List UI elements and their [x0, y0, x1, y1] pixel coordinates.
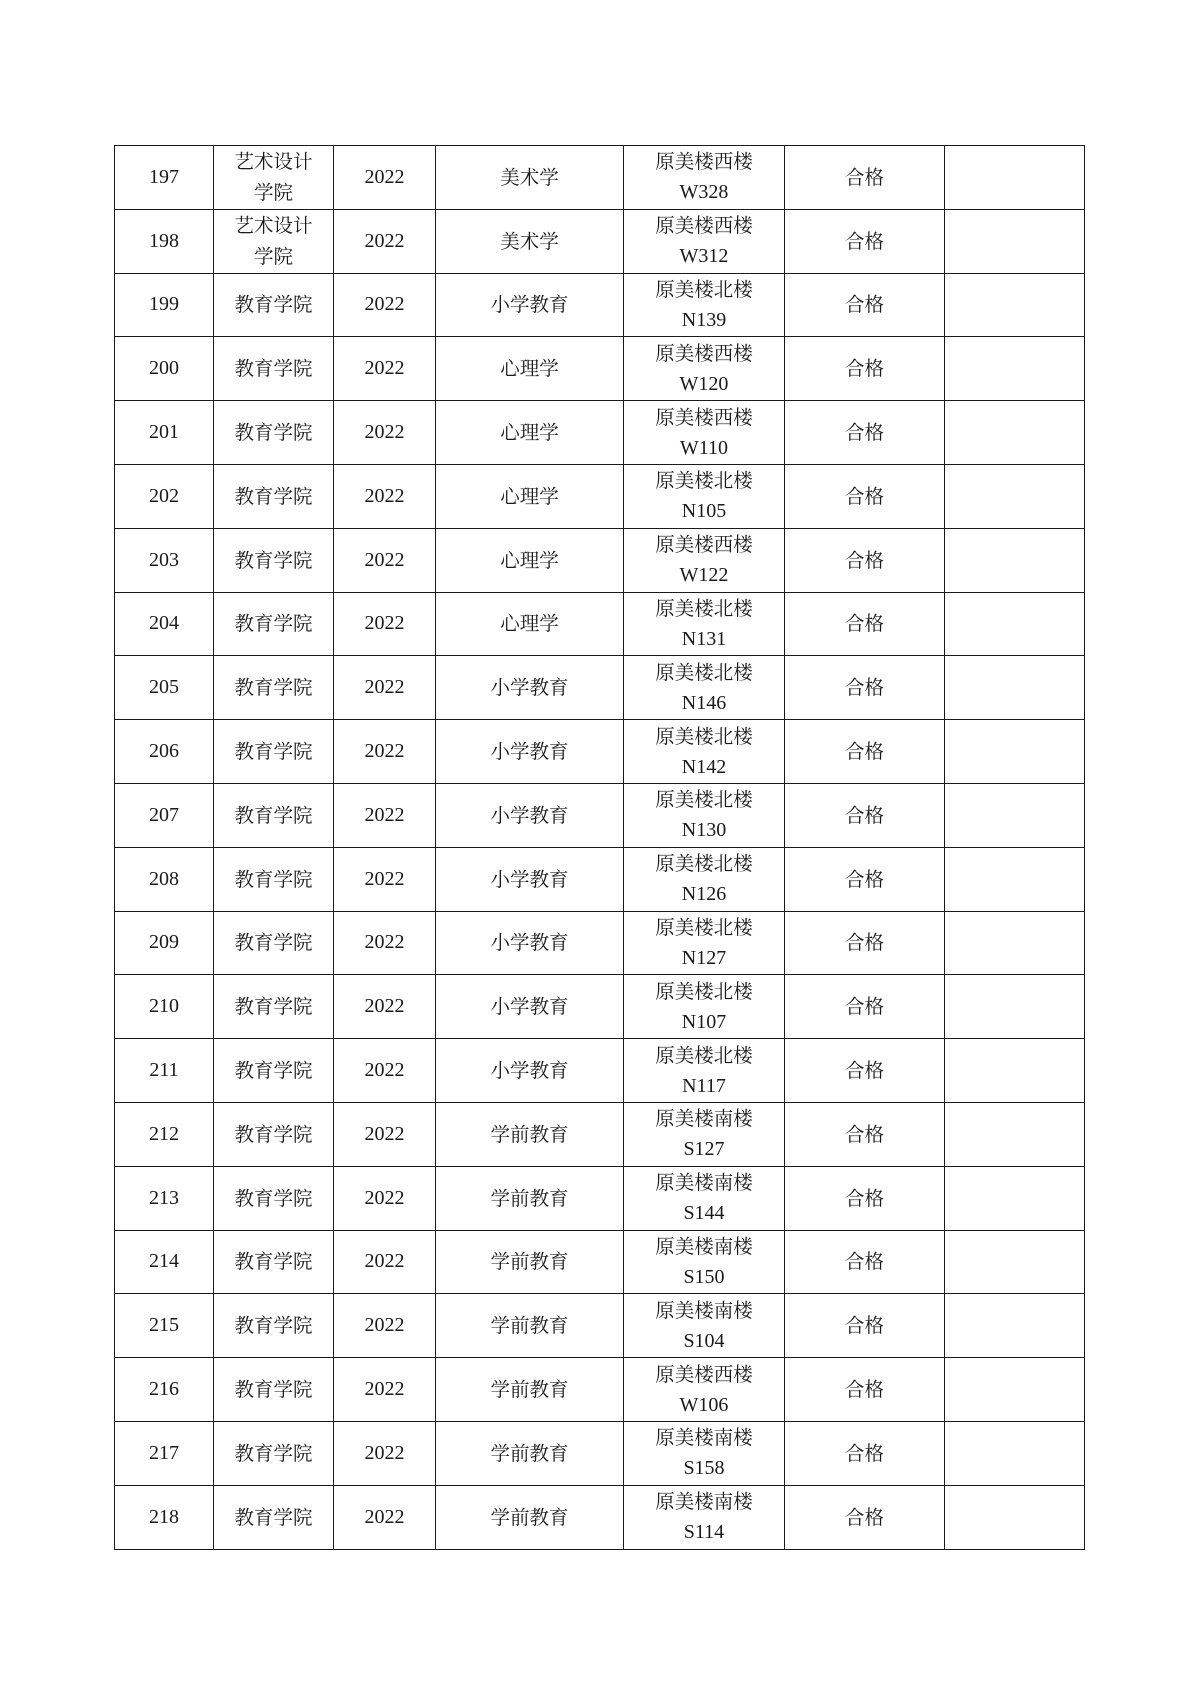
college-cell: [214, 1102, 334, 1166]
row-number-cell: 197: [115, 146, 214, 210]
table-row: [115, 783, 1085, 847]
college-cell: [214, 464, 334, 528]
table-row: [115, 847, 1085, 911]
year-cell: 2022: [334, 464, 436, 528]
note-cell: [945, 720, 1085, 784]
table-row: [115, 464, 1085, 528]
note-cell: [945, 783, 1085, 847]
college-name-line: 教育学院: [234, 995, 313, 1019]
room-cell: [624, 720, 785, 784]
result-cell: 合格: [785, 1230, 945, 1294]
building-name-line: 原美楼北楼: [655, 915, 753, 939]
result-cell: 合格: [785, 401, 945, 465]
major-cell: 心理学: [436, 401, 624, 465]
table-body: [115, 146, 1085, 1550]
note-cell: [945, 337, 1085, 401]
college-name-line: 教育学院: [234, 1186, 313, 1210]
room-cell: [624, 783, 785, 847]
major-cell: 心理学: [436, 337, 624, 401]
college-cell: [214, 1421, 334, 1485]
result-cell: 合格: [785, 720, 945, 784]
room-code-line: S104: [683, 1329, 725, 1352]
major-cell: 小学教育: [436, 720, 624, 784]
building-name-line: 原美楼西楼: [655, 1362, 753, 1386]
room-cell: [624, 464, 785, 528]
major-cell: 小学教育: [436, 273, 624, 337]
table-row: [115, 1358, 1085, 1422]
college-name-line: 教育学院: [234, 293, 313, 317]
result-cell: 合格: [785, 1485, 945, 1549]
note-cell: [945, 1166, 1085, 1230]
college-cell: [214, 975, 334, 1039]
room-cell: [624, 592, 785, 656]
college-name-line: 艺术设计: [234, 150, 313, 174]
table-row: [115, 1166, 1085, 1230]
major-cell: 小学教育: [436, 911, 624, 975]
row-number-cell: 217: [115, 1421, 214, 1485]
room-code-line: N131: [681, 627, 727, 650]
building-name-line: 原美楼北楼: [655, 1043, 753, 1067]
room-code-line: W110: [679, 436, 729, 459]
note-cell: [945, 975, 1085, 1039]
result-cell: 合格: [785, 146, 945, 210]
college-cell: [214, 656, 334, 720]
row-number-cell: 199: [115, 273, 214, 337]
room-code-line: N117: [682, 1074, 726, 1097]
table-row: [115, 911, 1085, 975]
major-cell: 学前教育: [436, 1230, 624, 1294]
college-name-line: 艺术设计: [234, 214, 313, 238]
college-name-line: 教育学院: [234, 421, 313, 445]
college-cell: [214, 528, 334, 592]
room-cell: [624, 273, 785, 337]
major-cell: 学前教育: [436, 1421, 624, 1485]
row-number-cell: 205: [115, 656, 214, 720]
college-name-line: 学院: [253, 181, 293, 205]
note-cell: [945, 1102, 1085, 1166]
row-number-cell: 214: [115, 1230, 214, 1294]
year-cell: 2022: [334, 273, 436, 337]
table-row: [115, 592, 1085, 656]
year-cell: 2022: [334, 656, 436, 720]
room-cell: [624, 975, 785, 1039]
building-name-line: 原美楼西楼: [655, 214, 753, 238]
room-cell: [624, 1358, 785, 1422]
room-code-line: W122: [679, 564, 729, 587]
result-cell: 合格: [785, 1102, 945, 1166]
college-name-line: 教育学院: [234, 548, 313, 572]
year-cell: 2022: [334, 528, 436, 592]
room-cell: [624, 146, 785, 210]
table-row: [115, 337, 1085, 401]
inspection-result-table: [114, 145, 1085, 1550]
result-cell: 合格: [785, 656, 945, 720]
note-cell: [945, 911, 1085, 975]
table-row: [115, 656, 1085, 720]
room-cell: [624, 401, 785, 465]
room-cell: [624, 1039, 785, 1103]
college-name-line: 教育学院: [234, 1059, 313, 1083]
building-name-line: 原美楼南楼: [655, 1107, 753, 1131]
major-cell: 学前教育: [436, 1294, 624, 1358]
note-cell: [945, 146, 1085, 210]
result-cell: 合格: [785, 1421, 945, 1485]
table-row: [115, 401, 1085, 465]
major-cell: 心理学: [436, 464, 624, 528]
college-name-line: 学院: [253, 245, 293, 269]
result-cell: 合格: [785, 209, 945, 273]
college-cell: [214, 1358, 334, 1422]
building-name-line: 原美楼北楼: [655, 788, 753, 812]
year-cell: 2022: [334, 592, 436, 656]
college-name-line: 教育学院: [234, 1122, 313, 1146]
room-code-line: N130: [681, 819, 727, 842]
year-cell: 2022: [334, 847, 436, 911]
year-cell: 2022: [334, 209, 436, 273]
major-cell: 小学教育: [436, 1039, 624, 1103]
row-number-cell: 206: [115, 720, 214, 784]
building-name-line: 原美楼北楼: [655, 596, 753, 620]
major-cell: 小学教育: [436, 656, 624, 720]
table-row: [115, 209, 1085, 273]
building-name-line: 原美楼北楼: [655, 277, 753, 301]
table-row: [115, 1102, 1085, 1166]
row-number-cell: 203: [115, 528, 214, 592]
result-cell: 合格: [785, 847, 945, 911]
note-cell: [945, 273, 1085, 337]
note-cell: [945, 1421, 1085, 1485]
college-cell: [214, 146, 334, 210]
year-cell: 2022: [334, 1421, 436, 1485]
room-code-line: S158: [683, 1457, 725, 1480]
college-cell: [214, 337, 334, 401]
row-number-cell: 202: [115, 464, 214, 528]
major-cell: 学前教育: [436, 1485, 624, 1549]
college-cell: [214, 273, 334, 337]
room-code-line: N107: [681, 1010, 727, 1033]
table-row: [115, 146, 1085, 210]
college-cell: [214, 1039, 334, 1103]
note-cell: [945, 1358, 1085, 1422]
building-name-line: 原美楼西楼: [655, 341, 753, 365]
row-number-cell: 200: [115, 337, 214, 401]
year-cell: 2022: [334, 401, 436, 465]
major-cell: 学前教育: [436, 1102, 624, 1166]
major-cell: 心理学: [436, 592, 624, 656]
building-name-line: 原美楼北楼: [655, 469, 753, 493]
room-code-line: N142: [681, 755, 727, 778]
row-number-cell: 198: [115, 209, 214, 273]
note-cell: [945, 464, 1085, 528]
college-name-line: 教育学院: [234, 612, 313, 636]
table-row: [115, 720, 1085, 784]
row-number-cell: 207: [115, 783, 214, 847]
major-cell: 小学教育: [436, 847, 624, 911]
major-cell: 美术学: [436, 209, 624, 273]
room-code-line: W312: [679, 245, 729, 268]
building-name-line: 原美楼北楼: [655, 660, 753, 684]
major-cell: 小学教育: [436, 783, 624, 847]
college-name-line: 教育学院: [234, 1441, 313, 1465]
room-cell: [624, 656, 785, 720]
college-cell: [214, 592, 334, 656]
building-name-line: 原美楼南楼: [655, 1234, 753, 1258]
result-cell: 合格: [785, 1294, 945, 1358]
room-cell: [624, 1166, 785, 1230]
room-code-line: W328: [679, 181, 729, 204]
table-row: [115, 273, 1085, 337]
room-cell: [624, 1102, 785, 1166]
year-cell: 2022: [334, 1102, 436, 1166]
row-number-cell: 201: [115, 401, 214, 465]
college-name-line: 教育学院: [234, 867, 313, 891]
note-cell: [945, 1039, 1085, 1103]
college-name-line: 教育学院: [234, 1250, 313, 1274]
note-cell: [945, 847, 1085, 911]
year-cell: 2022: [334, 146, 436, 210]
result-cell: 合格: [785, 273, 945, 337]
result-cell: 合格: [785, 1039, 945, 1103]
note-cell: [945, 209, 1085, 273]
table-row: [115, 1230, 1085, 1294]
row-number-cell: 204: [115, 592, 214, 656]
college-name-line: 教育学院: [234, 740, 313, 764]
year-cell: 2022: [334, 1230, 436, 1294]
result-cell: 合格: [785, 592, 945, 656]
college-cell: [214, 847, 334, 911]
row-number-cell: 218: [115, 1485, 214, 1549]
result-cell: 合格: [785, 1358, 945, 1422]
room-cell: [624, 911, 785, 975]
note-cell: [945, 656, 1085, 720]
building-name-line: 原美楼西楼: [655, 533, 753, 557]
building-name-line: 原美楼西楼: [655, 150, 753, 174]
college-name-line: 教育学院: [234, 1505, 313, 1529]
room-code-line: W120: [679, 372, 729, 395]
college-name-line: 教育学院: [234, 931, 313, 955]
building-name-line: 原美楼北楼: [655, 852, 753, 876]
room-cell: [624, 1230, 785, 1294]
college-cell: [214, 783, 334, 847]
room-code-line: S150: [683, 1265, 725, 1288]
result-cell: 合格: [785, 464, 945, 528]
room-code-line: S127: [683, 1138, 725, 1161]
room-code-line: S114: [683, 1521, 725, 1544]
result-cell: 合格: [785, 911, 945, 975]
result-cell: 合格: [785, 337, 945, 401]
table-row: [115, 1485, 1085, 1549]
row-number-cell: 213: [115, 1166, 214, 1230]
room-code-line: N105: [681, 500, 727, 523]
college-cell: [214, 720, 334, 784]
year-cell: 2022: [334, 911, 436, 975]
room-code-line: N127: [681, 946, 727, 969]
year-cell: 2022: [334, 337, 436, 401]
table-row: [115, 528, 1085, 592]
college-name-line: 教育学院: [234, 357, 313, 381]
row-number-cell: 208: [115, 847, 214, 911]
building-name-line: 原美楼南楼: [655, 1426, 753, 1450]
room-code-line: N126: [681, 883, 727, 906]
row-number-cell: 215: [115, 1294, 214, 1358]
year-cell: 2022: [334, 1358, 436, 1422]
room-code-line: N146: [681, 691, 727, 714]
result-cell: 合格: [785, 975, 945, 1039]
room-code-line: N139: [681, 308, 727, 331]
building-name-line: 原美楼南楼: [655, 1171, 753, 1195]
row-number-cell: 209: [115, 911, 214, 975]
room-cell: [624, 528, 785, 592]
college-cell: [214, 1166, 334, 1230]
note-cell: [945, 1294, 1085, 1358]
result-cell: 合格: [785, 1166, 945, 1230]
building-name-line: 原美楼西楼: [655, 405, 753, 429]
college-cell: [214, 209, 334, 273]
year-cell: 2022: [334, 1294, 436, 1358]
table-row: [115, 975, 1085, 1039]
row-number-cell: 216: [115, 1358, 214, 1422]
college-name-line: 教育学院: [234, 676, 313, 700]
college-cell: [214, 1485, 334, 1549]
note-cell: [945, 1485, 1085, 1549]
major-cell: 心理学: [436, 528, 624, 592]
college-name-line: 教育学院: [234, 1378, 313, 1402]
table-row: [115, 1421, 1085, 1485]
building-name-line: 原美楼北楼: [655, 979, 753, 1003]
room-code-line: W106: [679, 1393, 729, 1416]
result-cell: 合格: [785, 528, 945, 592]
building-name-line: 原美楼南楼: [655, 1298, 753, 1322]
college-cell: [214, 1294, 334, 1358]
year-cell: 2022: [334, 783, 436, 847]
year-cell: 2022: [334, 1166, 436, 1230]
table-row: [115, 1294, 1085, 1358]
room-cell: [624, 1421, 785, 1485]
result-cell: 合格: [785, 783, 945, 847]
row-number-cell: 211: [115, 1039, 214, 1103]
college-cell: [214, 911, 334, 975]
major-cell: 小学教育: [436, 975, 624, 1039]
room-cell: [624, 1294, 785, 1358]
note-cell: [945, 528, 1085, 592]
room-cell: [624, 337, 785, 401]
room-cell: [624, 1485, 785, 1549]
row-number-cell: 210: [115, 975, 214, 1039]
note-cell: [945, 592, 1085, 656]
note-cell: [945, 401, 1085, 465]
table-row: [115, 1039, 1085, 1103]
college-name-line: 教育学院: [234, 484, 313, 508]
major-cell: 美术学: [436, 146, 624, 210]
room-code-line: S144: [683, 1202, 725, 1225]
major-cell: 学前教育: [436, 1166, 624, 1230]
college-name-line: 教育学院: [234, 803, 313, 827]
room-cell: [624, 847, 785, 911]
year-cell: 2022: [334, 1485, 436, 1549]
year-cell: 2022: [334, 975, 436, 1039]
room-cell: [624, 209, 785, 273]
row-number-cell: 212: [115, 1102, 214, 1166]
college-name-line: 教育学院: [234, 1314, 313, 1338]
college-cell: [214, 1230, 334, 1294]
major-cell: 学前教育: [436, 1358, 624, 1422]
building-name-line: 原美楼北楼: [655, 724, 753, 748]
college-cell: [214, 401, 334, 465]
year-cell: 2022: [334, 1039, 436, 1103]
building-name-line: 原美楼南楼: [655, 1490, 753, 1514]
year-cell: 2022: [334, 720, 436, 784]
note-cell: [945, 1230, 1085, 1294]
